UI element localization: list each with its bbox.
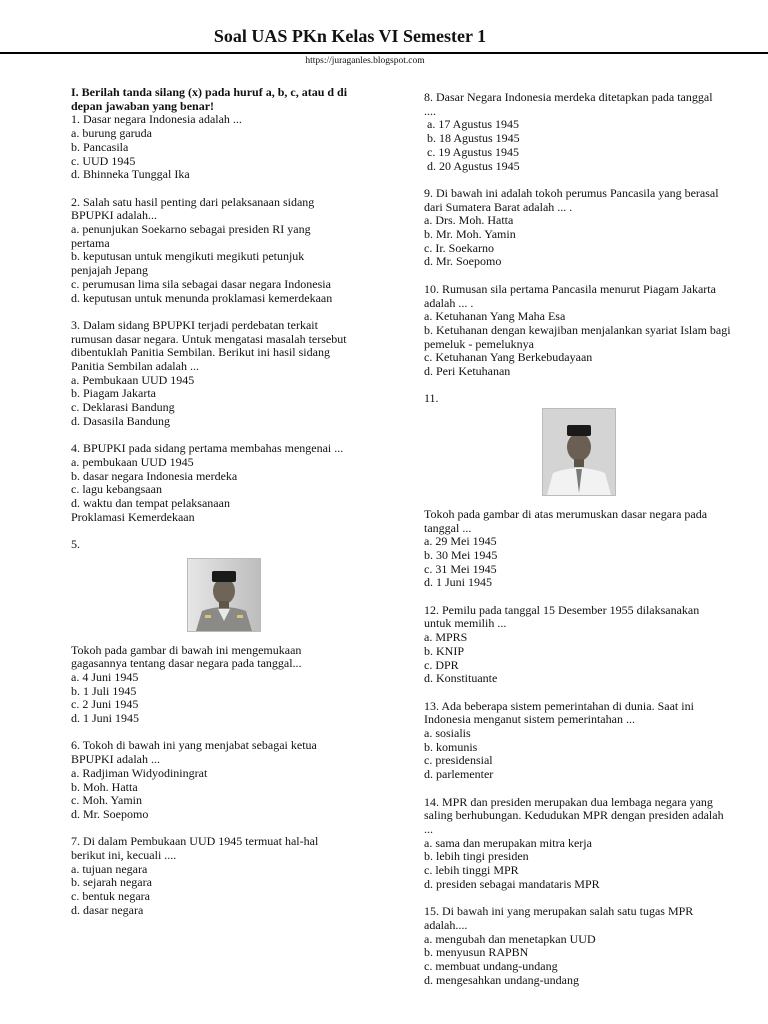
question-text: 1. Dasar negara Indonesia adalah ... bbox=[71, 112, 242, 127]
option[interactable]: a. sama dan merupakan mitra kerja bbox=[424, 835, 592, 850]
option[interactable]: b. Piagam Jakarta bbox=[71, 386, 156, 401]
option[interactable]: d. 20 Agustus 1945 bbox=[427, 158, 520, 173]
option[interactable]: d. Mr. Soepomo bbox=[71, 806, 149, 821]
option[interactable]: c. Moh. Yamin bbox=[71, 793, 143, 808]
question-9 bbox=[424, 187, 734, 269]
source-url[interactable]: https://juraganles.blogspot.com bbox=[305, 56, 425, 66]
option[interactable]: b. 30 Mei 1945 bbox=[424, 547, 498, 562]
option[interactable]: d. Mr. Soepomo bbox=[424, 254, 502, 269]
portrait-photo-icon bbox=[188, 559, 260, 631]
option[interactable]: d. keputusan untuk menunda proklamasi kemerdekaan bbox=[71, 290, 333, 305]
question-text: 12. Pemilu pada tanggal 15 Desember 1955 dilaksanakan untuk memilih ... bbox=[424, 602, 700, 631]
option[interactable]: b. keputusan untuk mengikuti megikuti petunjuk penjajah Jepang bbox=[71, 249, 305, 278]
option[interactable]: a. pembukaan UUD 1945 bbox=[71, 454, 194, 469]
option[interactable]: d. Bhinneka Tunggal Ika bbox=[71, 167, 190, 182]
question-text: 15. Di bawah ini yang merupakan salah satu tugas MPR adalah.... bbox=[424, 904, 694, 932]
option[interactable]: a. MPRS bbox=[424, 630, 468, 645]
question-11 bbox=[424, 392, 734, 590]
option[interactable]: d. Dasasila Bandung bbox=[71, 413, 170, 428]
question-7 bbox=[71, 835, 376, 917]
option[interactable]: b. komunis bbox=[424, 739, 478, 754]
question-text: 4. BPUPKI pada sidang pertama membahas mengenai ... bbox=[71, 441, 344, 456]
option[interactable]: b. Mr. Moh. Yamin bbox=[424, 227, 516, 242]
portrait-photo-icon bbox=[543, 409, 615, 495]
option[interactable]: b. dasar negara Indonesia merdeka bbox=[71, 468, 238, 483]
question-1 bbox=[71, 113, 376, 182]
portrait-photo-soekarno bbox=[187, 558, 261, 632]
option[interactable]: a. Pembukaan UUD 1945 bbox=[71, 372, 195, 387]
option[interactable]: c. presidensial bbox=[424, 753, 493, 768]
option[interactable]: c. perumusan lima sila sebagai dasar negara Indonesia bbox=[71, 276, 331, 291]
option[interactable]: a. Ketuhanan Yang Maha Esa bbox=[424, 309, 566, 324]
page-title: Soal UAS PKn Kelas VI Semester 1 bbox=[213, 26, 487, 46]
question-number: 11. bbox=[424, 391, 439, 406]
option[interactable]: b. 1 Juli 1945 bbox=[71, 683, 137, 698]
question-text: 9. Di bawah ini adalah tokoh perumus Pancasila yang berasal dari Sumatera Barat adalah ... . bbox=[424, 185, 719, 214]
option[interactable]: a. 29 Mei 1945 bbox=[424, 534, 497, 549]
option[interactable]: c. Deklarasi Bandung bbox=[71, 400, 175, 415]
option[interactable]: d. parlementer bbox=[424, 767, 494, 782]
option[interactable]: c. 2 Juni 1945 bbox=[71, 697, 139, 712]
question-12 bbox=[424, 604, 734, 686]
option[interactable]: c. membuat undang-undang bbox=[424, 958, 558, 973]
instruction: I. Berilah tanda silang (x) pada huruf a, b, c, atau d di depan jawaban yang benar! bbox=[71, 85, 348, 113]
option[interactable]: c. UUD 1945 bbox=[71, 153, 136, 168]
question-6 bbox=[71, 739, 376, 821]
option[interactable]: d. presiden sebagai mandataris MPR bbox=[424, 876, 600, 891]
question-4 bbox=[71, 442, 376, 524]
question-3 bbox=[71, 319, 376, 429]
option[interactable]: c. Ir. Soekarno bbox=[424, 240, 494, 255]
option[interactable]: d. 1 Juni 1945 bbox=[71, 711, 140, 726]
option[interactable]: d. 1 Juni 1945 bbox=[424, 575, 493, 590]
option[interactable]: b. menyusun RAPBN bbox=[424, 945, 529, 960]
question-text: 8. Dasar Negara Indonesia merdeka ditetapkan pada tanggal .... bbox=[424, 90, 713, 118]
option[interactable]: c. Ketuhanan Yang Berkebudayaan bbox=[424, 350, 593, 365]
portrait-photo-yamin bbox=[542, 408, 616, 496]
question-15 bbox=[424, 905, 734, 987]
option[interactable]: a. 4 Juni 1945 bbox=[71, 669, 139, 684]
question-2 bbox=[71, 196, 376, 306]
option[interactable]: a. Radjiman Widyodiningrat bbox=[71, 765, 208, 780]
question-5 bbox=[71, 538, 376, 726]
question-13 bbox=[424, 700, 734, 782]
option[interactable]: d. Peri Ketuhanan bbox=[424, 364, 511, 379]
option[interactable]: b. Ketuhanan dengan kewajiban menjalankan syariat Islam bagi pemeluk - pemeluknya bbox=[424, 322, 731, 351]
option[interactable]: c. lebih tinggi MPR bbox=[424, 863, 519, 878]
option[interactable]: b. Pancasila bbox=[71, 139, 129, 154]
option[interactable]: a. burung garuda bbox=[71, 126, 152, 141]
question-10 bbox=[424, 283, 734, 379]
question-text: 3. Dalam sidang BPUPKI terjadi perdebatan terkait rumusan dasar negara. Untuk mengatasi masalah tersebut dibentuklah Panitia Sembilan. Berikut ini hasil sidang Panitia Sembilan adalah ... bbox=[71, 317, 347, 374]
question-text: 14. MPR dan presiden merupakan dua lembaga negara yang saling berhubungan. Kedudukan MPR dengan presiden adalah ... bbox=[424, 794, 724, 836]
photo-container bbox=[424, 408, 734, 500]
option[interactable]: c. 19 Agustus 1945 bbox=[427, 144, 520, 159]
option[interactable]: b. lebih tingi presiden bbox=[424, 849, 529, 864]
option[interactable]: b. 18 Agustus 1945 bbox=[427, 131, 520, 146]
option[interactable]: d. Konstituante bbox=[424, 671, 498, 686]
question-text: 2. Salah satu hasil penting dari pelaksanaan sidang BPUPKI adalah... bbox=[71, 194, 315, 223]
option[interactable]: b. sejarah negara bbox=[71, 875, 152, 890]
option[interactable]: b. Moh. Hatta bbox=[71, 779, 138, 794]
option[interactable]: a. 17 Agustus 1945 bbox=[427, 117, 520, 132]
option[interactable]: c. lagu kebangsaan bbox=[71, 482, 162, 497]
question-text: 13. Ada beberapa sistem pemerintahan di dunia. Saat ini Indonesia menganut sistem pemerintahan ... bbox=[424, 698, 694, 727]
option[interactable]: c. DPR bbox=[424, 657, 459, 672]
option[interactable]: c. 31 Mei 1945 bbox=[424, 561, 497, 576]
question-text: Tokoh pada gambar di bawah ini mengemukaan gagasannya tentang dasar negara pada tanggal... bbox=[71, 642, 302, 671]
left-column bbox=[71, 86, 376, 931]
question-text: 6. Tokoh di bawah ini yang menjabat sebagai ketua BPUPKI adalah ... bbox=[71, 738, 317, 767]
header-divider bbox=[0, 52, 768, 54]
question-14 bbox=[424, 796, 734, 892]
option[interactable]: a. mengubah dan menetapkan UUD bbox=[424, 931, 596, 946]
question-number: 5. bbox=[71, 537, 80, 552]
right-column bbox=[424, 91, 734, 1001]
option[interactable]: a. sosialis bbox=[424, 726, 471, 741]
option[interactable]: d. mengesahkan undang-undang bbox=[424, 972, 579, 987]
question-8 bbox=[424, 91, 734, 173]
photo-container bbox=[71, 558, 376, 636]
option[interactable]: d. waktu dan tempat pelaksanaan Proklamasi Kemerdekaan bbox=[71, 496, 230, 524]
option[interactable]: c. bentuk negara bbox=[71, 889, 150, 904]
option[interactable]: a. Drs. Moh. Hatta bbox=[424, 213, 514, 228]
option[interactable]: d. dasar negara bbox=[71, 902, 144, 917]
option[interactable]: a. tujuan negara bbox=[71, 861, 148, 876]
option[interactable]: b. KNIP bbox=[424, 643, 465, 658]
question-text: 10. Rumusan sila pertama Pancasila menurut Piagam Jakarta adalah ... . bbox=[424, 281, 716, 310]
option[interactable]: a. penunjukan Soekarno sebagai presiden RI yang pertama bbox=[71, 222, 311, 250]
question-text: 7. Di dalam Pembukaan UUD 1945 termuat hal-hal berikut ini, kecuali .... bbox=[71, 834, 319, 863]
question-text: Tokoh pada gambar di atas merumuskan dasar negara pada tanggal ... bbox=[424, 506, 708, 535]
